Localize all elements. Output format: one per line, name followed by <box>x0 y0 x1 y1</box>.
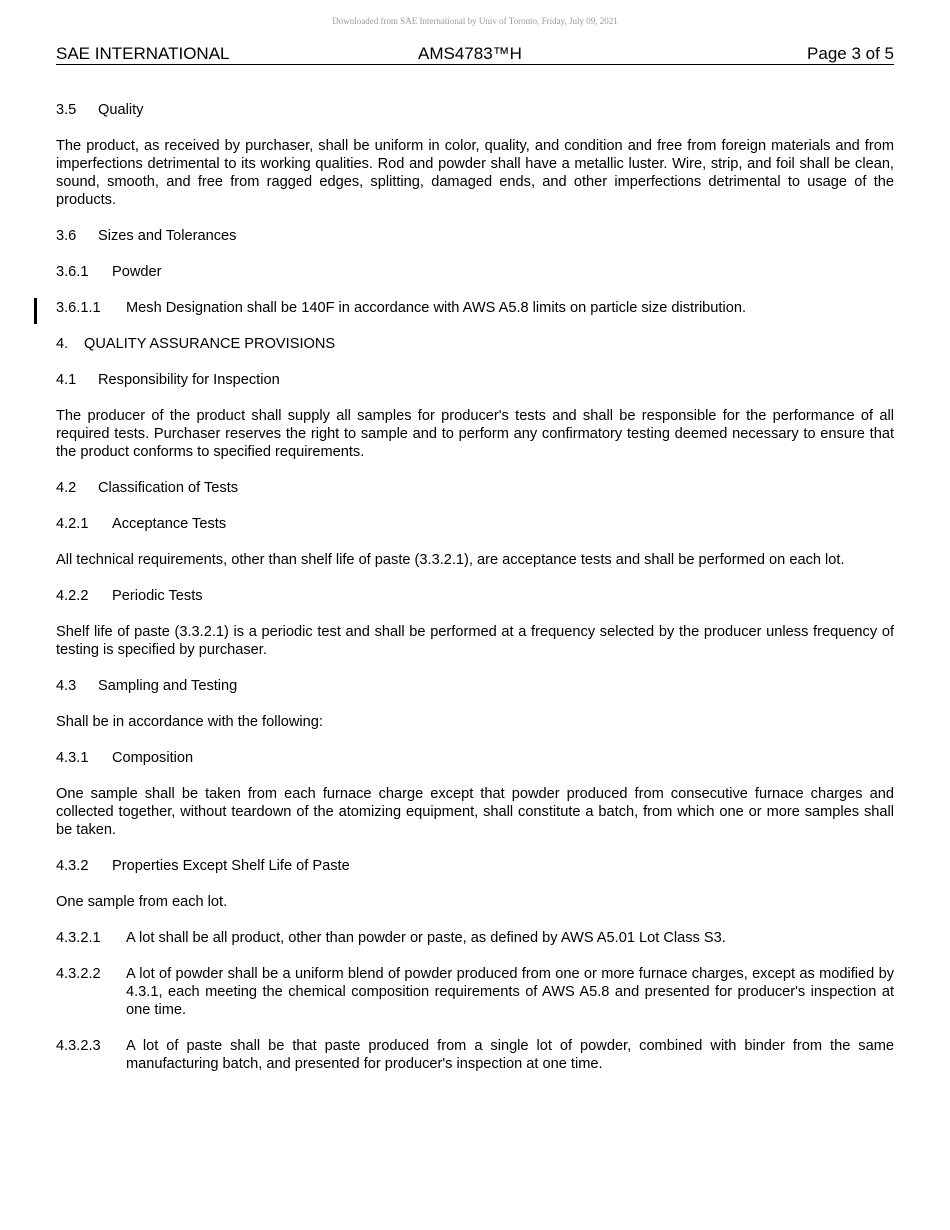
section-title: Periodic Tests <box>112 588 203 604</box>
paragraph-periodic-tests: Shelf life of paste (3.3.2.1) is a periodic test and shall be performed at a frequency selected by the producer unless frequency of testing is specified by purchaser. <box>56 624 894 658</box>
paragraph-composition: One sample shall be taken from each furnace charge except that powder produced from consecutive furnace charges and collected together, without teardown of the atomizing equipment, shall constitute a batch, from which one or more samples shall be taken. <box>56 786 894 838</box>
clause-number: 4.3.2.2 <box>56 966 101 982</box>
page-header <box>56 44 894 65</box>
section-title: Sizes and Tolerances <box>98 228 237 244</box>
section-heading-3-5 <box>56 101 894 119</box>
download-watermark: Downloaded from SAE International by Univ of Toronto, Friday, July 09, 2021 <box>332 16 618 26</box>
section-heading-3-6 <box>56 227 894 245</box>
section-title: Quality <box>98 102 144 118</box>
section-number: 4.2 <box>56 480 77 496</box>
section-number: 4.2.1 <box>56 516 89 532</box>
clause-number: 3.6.1.1 <box>56 300 101 316</box>
section-heading-4-3-1 <box>56 749 894 767</box>
clause-3-6-1-1 <box>56 299 894 317</box>
clause-text: A lot of powder shall be a uniform blend of powder produced from one or more furnace charges, except as modified by 4.3.1, each meeting the chemical composition requirements of AWS A5.8 and presented for producer's inspection at one time. <box>126 966 894 1018</box>
clause-4-3-2-3 <box>56 1037 894 1073</box>
revision-change-bar <box>34 298 37 324</box>
section-heading-4-2-2 <box>56 587 894 605</box>
clause-text: Mesh Designation shall be 140F in accordance with AWS A5.8 limits on particle size distribution. <box>126 300 746 316</box>
section-title: Properties Except Shelf Life of Paste <box>112 858 350 874</box>
header-document-number: AMS4783™H <box>418 44 522 63</box>
section-number: 4.1 <box>56 372 77 388</box>
paragraph-acceptance-tests: All technical requirements, other than shelf life of paste (3.3.2.1), are acceptance tests and shall be performed on each lot. <box>56 552 845 568</box>
clause-text: A lot of paste shall be that paste produced from a single lot of powder, combined with binder from the same manufacturing batch, and presented for producer's inspection at one time. <box>126 1038 894 1072</box>
clause-number: 4.3.2.1 <box>56 930 101 946</box>
clause-4-3-2-1 <box>56 929 894 947</box>
header-organization: SAE INTERNATIONAL <box>56 44 230 63</box>
section-title: Powder <box>112 264 162 280</box>
header-page-number: Page 3 of 5 <box>807 44 894 63</box>
section-heading-4 <box>56 335 894 353</box>
section-number: 3.5 <box>56 102 77 118</box>
paragraph-responsibility: The producer of the product shall supply all samples for producer's tests and shall be responsible for the performance of all required tests. Purchaser reserves the right to sample and to perform any confirmatory testing deemed necessary to ensure that the product conforms to specified requirements. <box>56 408 894 460</box>
section-number: 4. <box>56 336 69 352</box>
section-heading-4-2 <box>56 479 894 497</box>
document-body <box>56 101 894 1091</box>
clause-text: A lot shall be all product, other than powder or paste, as defined by AWS A5.01 Lot Class S3. <box>126 930 726 946</box>
section-heading-3-6-1 <box>56 263 894 281</box>
section-number: 4.3.2 <box>56 858 89 874</box>
paragraph-sampling: Shall be in accordance with the following: <box>56 714 323 730</box>
section-title: Sampling and Testing <box>98 678 238 694</box>
clause-4-3-2-2 <box>56 965 894 1019</box>
section-title: Responsibility for Inspection <box>98 372 280 388</box>
section-heading-4-2-1 <box>56 515 894 533</box>
section-heading-4-3-2 <box>56 857 894 875</box>
section-title: QUALITY ASSURANCE PROVISIONS <box>84 336 336 352</box>
section-number: 3.6 <box>56 228 77 244</box>
section-heading-4-3 <box>56 677 894 695</box>
section-number: 4.3.1 <box>56 750 89 766</box>
section-title: Acceptance Tests <box>112 516 227 532</box>
clause-number: 4.3.2.3 <box>56 1038 101 1054</box>
section-number: 3.6.1 <box>56 264 89 280</box>
section-title: Composition <box>112 750 194 766</box>
section-title: Classification of Tests <box>98 480 239 496</box>
section-number: 4.2.2 <box>56 588 89 604</box>
section-number: 4.3 <box>56 678 77 694</box>
paragraph-quality: The product, as received by purchaser, shall be uniform in color, quality, and condition and free from foreign materials and from imperfections detrimental to its working qualities. Rod and powder shall have a metallic luster. Wire, strip, and foil shall be clean, sound, smooth, and free from ragged edges, splitting, damaged ends, and other imperfections detrimental to usage of the products. <box>56 138 894 208</box>
section-heading-4-1 <box>56 371 894 389</box>
paragraph-properties: One sample from each lot. <box>56 894 228 910</box>
